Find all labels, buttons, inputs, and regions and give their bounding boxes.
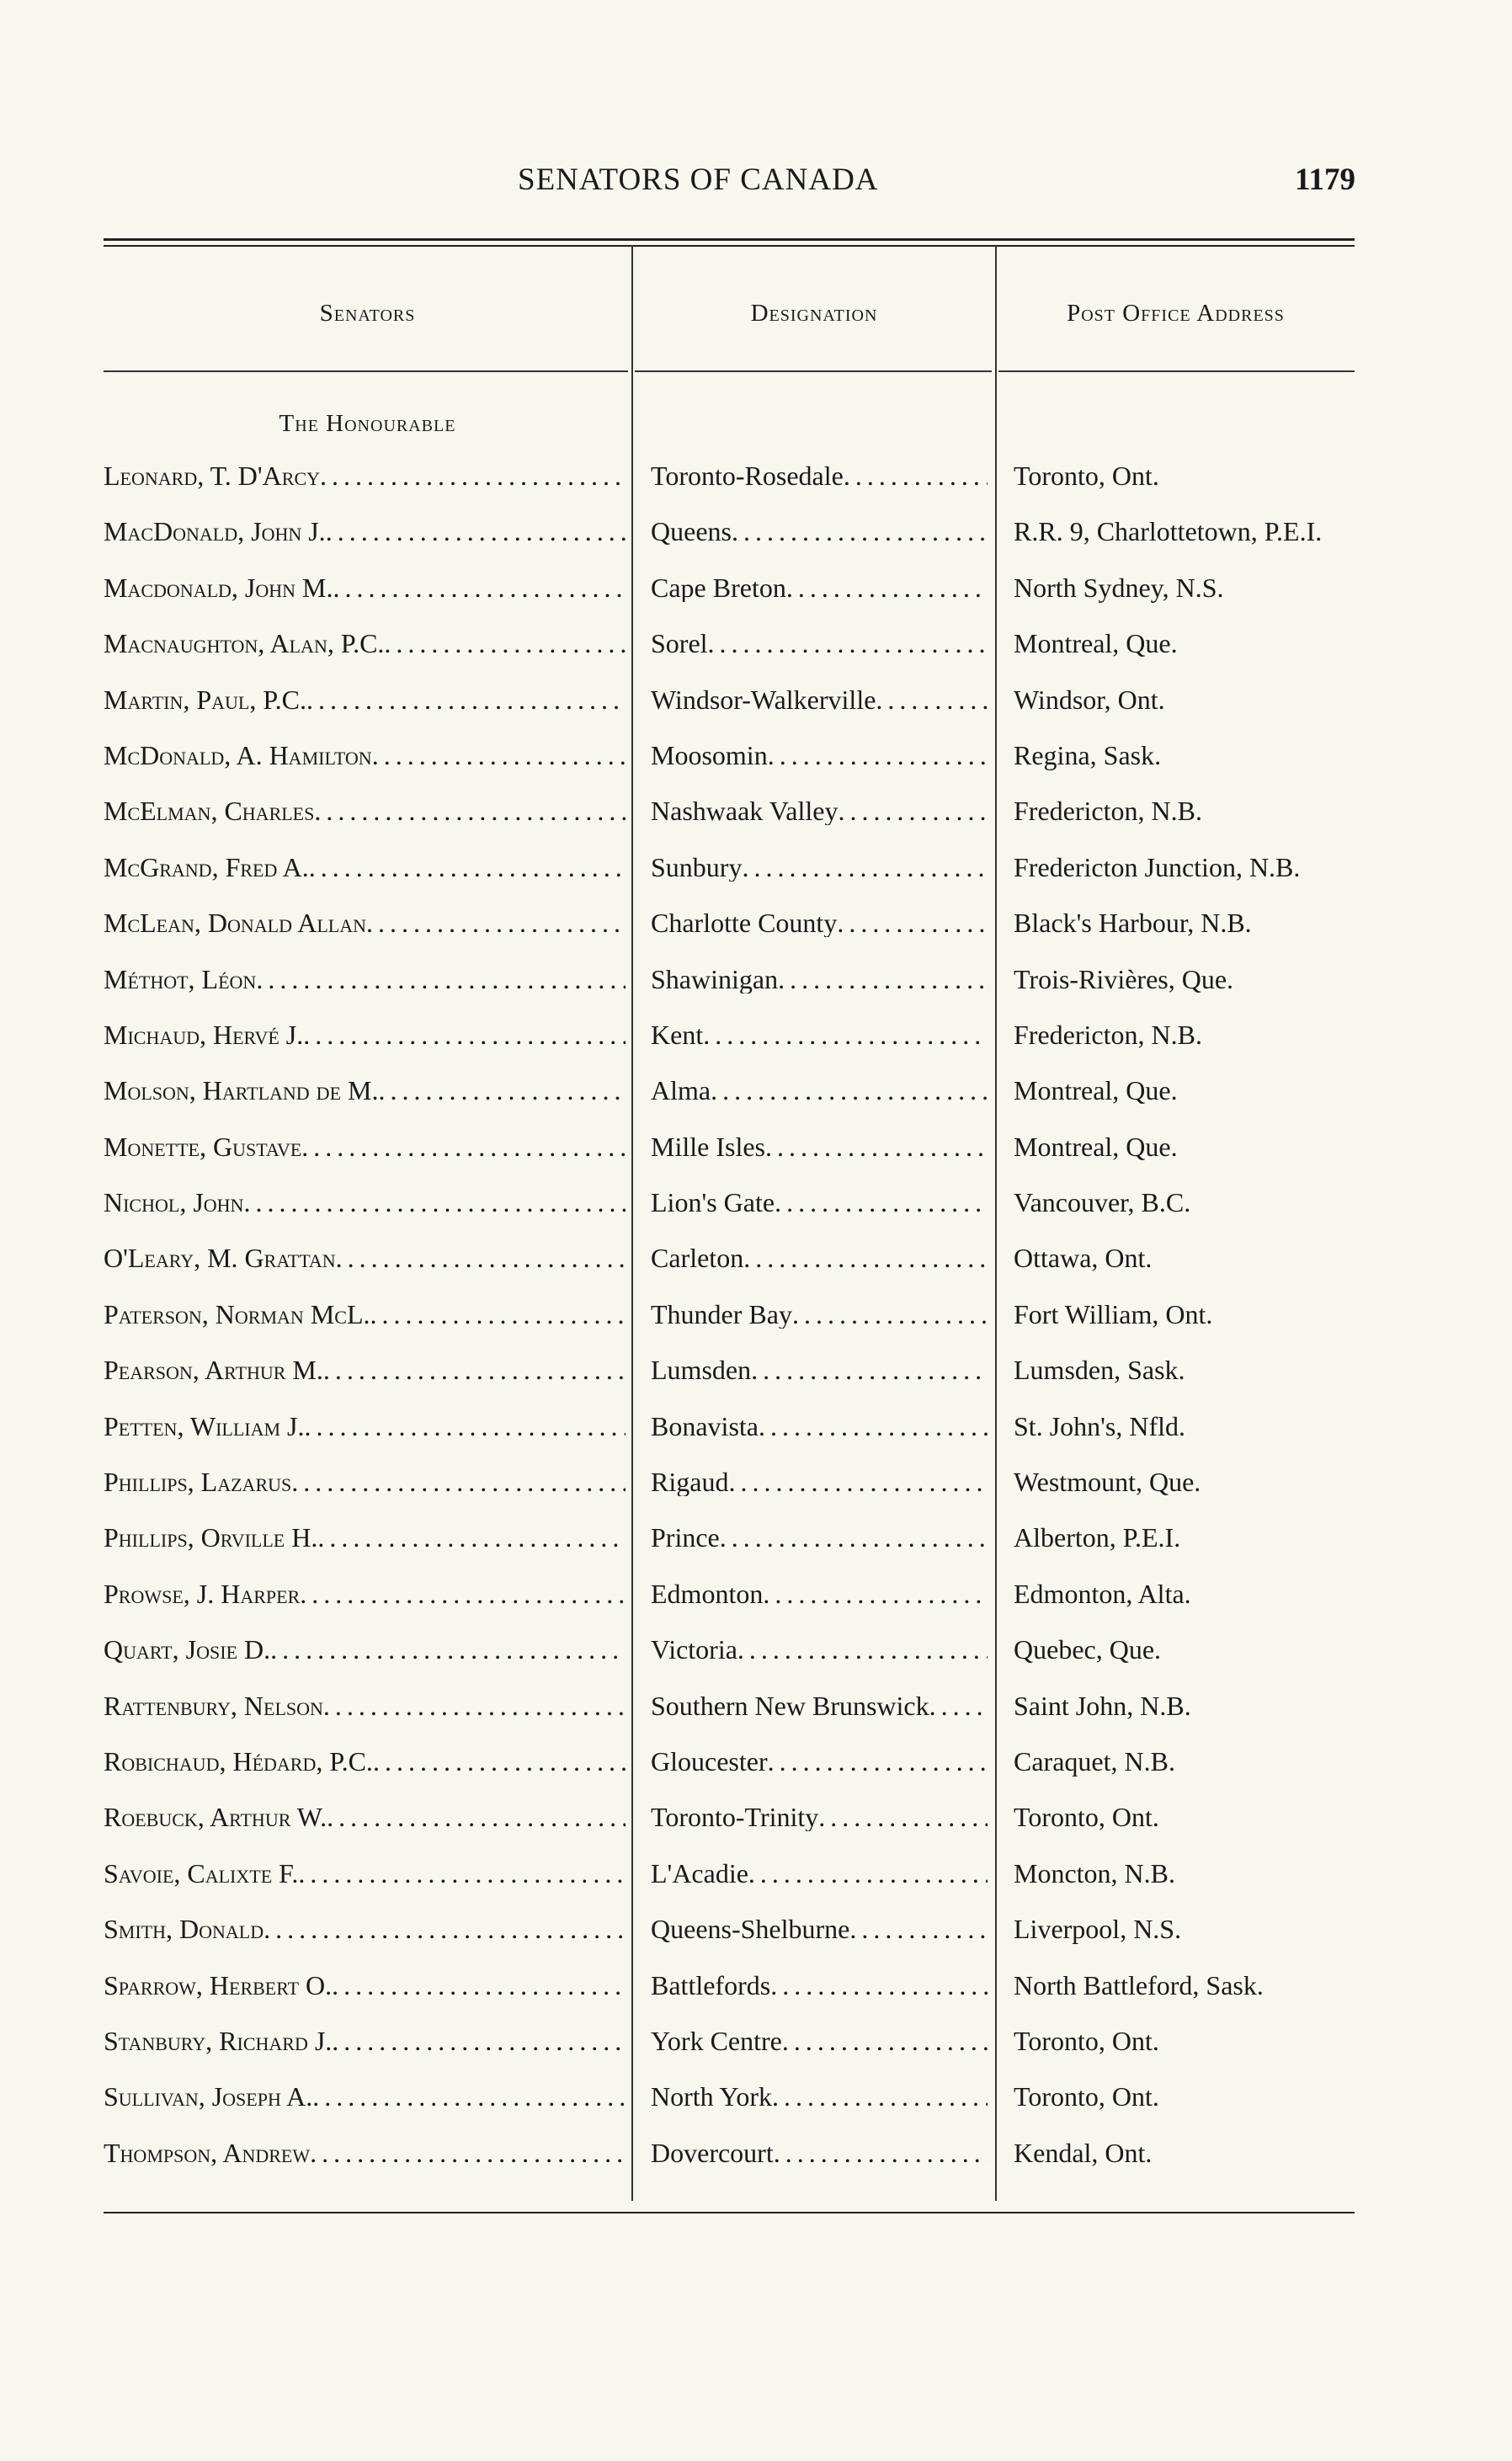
post-office-address: Montreal, Que.	[1014, 1075, 1178, 1106]
column-header-designation: Designation	[750, 300, 878, 327]
designation-text: Lion's Gate	[651, 1188, 775, 1217]
designation	[651, 2027, 988, 2055]
leader-dots	[373, 1747, 626, 1776]
designation-text: Edmonton	[651, 1579, 764, 1608]
designation-text: Prince	[651, 1523, 720, 1553]
designation	[651, 796, 988, 825]
designation-text: Toronto-Trinity	[651, 1803, 819, 1832]
senator-name-text: Sparrow, Herbert O.	[104, 1970, 333, 2000]
post-office-address: Westmount, Que.	[1014, 1467, 1201, 1498]
senator-name	[104, 796, 626, 825]
senator-name	[104, 1356, 626, 1384]
table-row	[0, 1412, 1512, 1468]
post-office-address: North Battleford, Sask.	[1014, 1969, 1264, 2000]
designation	[651, 2139, 988, 2167]
leader-dots	[317, 1523, 626, 1552]
designation-text: L'Acadie	[651, 1858, 748, 1888]
post-office-address: Quebec, Que.	[1014, 1634, 1162, 1665]
designation-text: Kent	[651, 1020, 704, 1049]
senator-name	[104, 1747, 626, 1776]
senator-name-text: Petten, William J.	[104, 1411, 305, 1441]
table-row	[0, 573, 1512, 629]
leader-dots	[323, 1356, 626, 1384]
post-office-address: Kendal, Ont.	[1014, 2137, 1153, 2168]
senator-name	[104, 461, 626, 490]
table-row	[0, 1076, 1512, 1132]
leader-dots	[366, 908, 626, 937]
table-row	[0, 741, 1512, 796]
table-row	[0, 1356, 1512, 1411]
senator-name-text: Leonard, T. D'Arcy	[104, 461, 321, 490]
leader-dots	[333, 573, 626, 602]
table-row	[0, 1244, 1512, 1299]
leader-dots	[336, 1244, 626, 1272]
header-rule	[635, 370, 992, 372]
leader-dots	[243, 1188, 626, 1217]
post-office-address: Toronto, Ont.	[1014, 2025, 1159, 2056]
table-row	[0, 1523, 1512, 1579]
designation	[651, 908, 988, 937]
designation	[651, 1356, 988, 1384]
designation	[651, 1076, 988, 1105]
designation-text: Carleton	[651, 1244, 744, 1273]
leader-dots	[838, 796, 988, 825]
designation	[651, 1971, 988, 2000]
designation-text: Charlotte County	[651, 908, 838, 938]
post-office-address: Toronto, Ont.	[1014, 1802, 1159, 1833]
header-rule	[104, 370, 628, 372]
senator-name	[104, 1523, 626, 1552]
designation	[651, 1691, 988, 1720]
senator-name	[104, 2082, 626, 2111]
designation	[651, 1412, 988, 1441]
post-office-address: Montreal, Que.	[1014, 1131, 1178, 1162]
senator-name-text: Paterson, Norman McL.	[104, 1299, 370, 1329]
designation-text: Toronto-Rosedale	[651, 461, 844, 490]
senator-name	[104, 685, 626, 714]
table-row	[0, 1859, 1512, 1915]
header-rule	[998, 370, 1355, 372]
senator-name-text: O'Leary, M. Grattan	[104, 1244, 336, 1273]
senator-name	[104, 908, 626, 937]
post-office-address: Montreal, Que.	[1014, 628, 1178, 659]
designation-text: Mille Isles	[651, 1132, 765, 1161]
leader-dots	[737, 1635, 988, 1664]
column-header-address: Post Office Address	[1067, 300, 1285, 327]
leader-dots	[309, 853, 626, 882]
senator-name-text: Nichol, John	[104, 1188, 244, 1217]
post-office-address: Fredericton, N.B.	[1014, 1019, 1202, 1050]
designation-text: Southern New Brunswick	[651, 1691, 929, 1720]
senator-name	[104, 741, 626, 770]
designation-text: Rigaud	[651, 1468, 729, 1497]
leader-dots	[327, 1803, 626, 1831]
post-office-address: North Sydney, N.S.	[1014, 572, 1224, 603]
designation	[651, 1859, 988, 1888]
leader-dots	[305, 1412, 626, 1441]
designation	[651, 629, 988, 658]
senators-table	[0, 461, 1512, 2194]
designation-text: Thunder Bay	[651, 1299, 792, 1329]
leader-dots	[370, 1300, 626, 1329]
top-rule	[104, 238, 1355, 241]
designation-text: Alma	[651, 1076, 711, 1105]
leader-dots	[300, 1579, 626, 1608]
table-row	[0, 908, 1512, 964]
leader-dots	[720, 1523, 988, 1552]
designation-text: Bonavista	[651, 1411, 759, 1441]
senator-name	[104, 1412, 626, 1441]
table-row	[0, 1468, 1512, 1523]
designation-text: Shawinigan	[651, 964, 779, 993]
leader-dots	[774, 2139, 988, 2167]
designation	[651, 1523, 988, 1552]
table-row	[0, 629, 1512, 684]
table-row	[0, 2139, 1512, 2194]
table-row	[0, 853, 1512, 908]
table-row	[0, 517, 1512, 573]
table-row	[0, 1132, 1512, 1188]
leader-dots	[306, 685, 626, 714]
designation	[651, 1468, 988, 1496]
subheading-honourable: The Honourable	[279, 410, 456, 437]
leader-dots	[378, 1076, 626, 1105]
senator-name	[104, 1468, 626, 1496]
senator-name	[104, 1300, 626, 1329]
leader-dots	[372, 741, 626, 770]
designation	[651, 1244, 988, 1272]
leader-dots	[849, 1915, 988, 1943]
leader-dots	[765, 1132, 988, 1161]
senator-name	[104, 1244, 626, 1272]
table-row	[0, 461, 1512, 517]
senator-name-text: Phillips, Orville H.	[104, 1523, 318, 1553]
leader-dots	[326, 517, 626, 546]
leader-dots	[310, 2139, 626, 2167]
leader-dots	[782, 2027, 988, 2055]
designation-text: Lumsden	[651, 1356, 752, 1385]
leader-dots	[929, 1691, 988, 1720]
designation-text: Windsor-Walkerville	[651, 684, 876, 714]
leader-dots	[312, 2082, 626, 2111]
leader-dots	[256, 965, 626, 993]
table-row	[0, 1579, 1512, 1635]
leader-dots	[708, 629, 988, 658]
designation	[651, 741, 988, 770]
senator-name-text: McElman, Charles	[104, 796, 315, 826]
designation	[651, 1915, 988, 1943]
post-office-address: Moncton, N.B.	[1014, 1857, 1175, 1888]
designation-text: Sorel	[651, 629, 708, 658]
designation	[651, 1635, 988, 1664]
senator-name-text: Thompson, Andrew	[104, 2138, 311, 2167]
post-office-address: Liverpool, N.S.	[1014, 1914, 1182, 1945]
post-office-address: Ottawa, Ont.	[1014, 1243, 1153, 1274]
post-office-address: R.R. 9, Charlottetown, P.E.I.	[1014, 516, 1323, 547]
leader-dots	[768, 741, 988, 770]
leader-dots	[837, 908, 988, 937]
designation	[651, 853, 988, 882]
running-title: SENATORS OF CANADA	[518, 162, 879, 197]
leader-dots	[711, 1076, 988, 1105]
table-row	[0, 1188, 1512, 1244]
table-row	[0, 1803, 1512, 1858]
senator-name	[104, 1691, 626, 1720]
leader-dots	[792, 1300, 988, 1329]
designation-text: Battlefords	[651, 1970, 771, 2000]
designation	[651, 573, 988, 602]
post-office-address: Vancouver, B.C.	[1014, 1187, 1191, 1218]
senator-name-text: Stanbury, Richard J.	[104, 2026, 333, 2055]
senator-name-text: Méthot, Léon	[104, 964, 257, 993]
leader-dots	[270, 1635, 626, 1664]
senator-name	[104, 1188, 626, 1217]
leader-dots	[291, 1468, 626, 1496]
post-office-address: Black's Harbour, N.B.	[1014, 908, 1252, 939]
leader-dots	[770, 1971, 988, 2000]
senator-name-text: Martin, Paul, P.C.	[104, 684, 306, 714]
senator-name	[104, 1971, 626, 2000]
leader-dots	[768, 1747, 988, 1776]
senator-name	[104, 517, 626, 546]
designation-text: Dovercourt	[651, 2138, 774, 2167]
designation	[651, 1579, 988, 1608]
designation-text: Victoria	[651, 1635, 737, 1665]
leader-dots	[742, 853, 988, 882]
table-row	[0, 685, 1512, 741]
post-office-address: Saint John, N.B.	[1014, 1690, 1191, 1721]
leader-dots	[320, 461, 626, 490]
senator-name-text: Robichaud, Hédard, P.C.	[104, 1746, 373, 1776]
leader-dots	[743, 1244, 988, 1272]
designation	[651, 1132, 988, 1161]
table-row	[0, 1971, 1512, 2027]
senator-name-text: Pearson, Arthur M.	[104, 1356, 323, 1385]
table-row	[0, 1691, 1512, 1747]
table-row	[0, 1635, 1512, 1691]
senator-name	[104, 1579, 626, 1608]
post-office-address: Edmonton, Alta.	[1014, 1578, 1191, 1609]
senator-name	[104, 1635, 626, 1664]
leader-dots	[818, 1803, 988, 1831]
leader-dots	[759, 1412, 988, 1441]
senator-name-text: Molson, Hartland de M.	[104, 1076, 379, 1105]
page-header	[0, 162, 1512, 205]
post-office-address: Regina, Sask.	[1014, 739, 1162, 770]
designation-text: Cape Breton	[651, 573, 786, 602]
top-rule-inner	[104, 245, 1355, 247]
senator-name-text: McGrand, Fred A.	[104, 852, 309, 882]
table-row	[0, 2027, 1512, 2082]
senator-name-text: McLean, Donald Allan	[104, 908, 366, 938]
post-office-address: Fredericton Junction, N.B.	[1014, 851, 1301, 882]
leader-dots	[323, 1691, 626, 1720]
designation-text: York Centre	[651, 2026, 782, 2055]
designation	[651, 517, 988, 546]
designation	[651, 461, 988, 490]
senator-name-text: Macnaughton, Alan, P.C.	[104, 629, 385, 658]
designation	[651, 1300, 988, 1329]
senator-name-text: Phillips, Lazarus	[104, 1468, 292, 1497]
senator-name	[104, 1859, 626, 1888]
leader-dots	[763, 1579, 988, 1608]
senator-name-text: MacDonald, John J.	[104, 517, 326, 546]
post-office-address: St. John's, Nfld.	[1014, 1410, 1186, 1441]
designation	[651, 685, 988, 714]
leader-dots	[264, 1915, 626, 1943]
senator-name-text: Quart, Josie D.	[104, 1635, 271, 1665]
leader-dots	[876, 685, 988, 714]
senator-name	[104, 965, 626, 993]
senator-name-text: Michaud, Hervé J.	[104, 1020, 304, 1049]
designation	[651, 965, 988, 993]
leader-dots	[844, 461, 988, 490]
post-office-address: Fredericton, N.B.	[1014, 796, 1202, 827]
leader-dots	[314, 796, 626, 825]
designation	[651, 1803, 988, 1831]
post-office-address: Toronto, Ont.	[1014, 2081, 1159, 2112]
leader-dots	[732, 517, 988, 546]
senator-name-text: Prowse, J. Harper	[104, 1579, 301, 1608]
designation	[651, 1188, 988, 1217]
leader-dots	[384, 629, 626, 658]
table-row	[0, 796, 1512, 852]
senator-name-text: McDonald, A. Hamilton	[104, 740, 372, 770]
senator-name	[104, 1132, 626, 1161]
leader-dots	[298, 1859, 626, 1888]
post-office-address: Fort William, Ont.	[1014, 1298, 1213, 1329]
designation-text: Nashwaak Valley	[651, 796, 839, 826]
senator-name	[104, 2139, 626, 2167]
leader-dots	[703, 1020, 988, 1049]
leader-dots	[748, 1859, 988, 1888]
designation-text: Queens	[651, 517, 732, 546]
leader-dots	[786, 573, 988, 602]
post-office-address: Lumsden, Sask.	[1014, 1355, 1185, 1386]
designation-text: Queens-Shelburne	[651, 1915, 850, 1944]
senator-name	[104, 1915, 626, 1943]
senator-name-text: Roebuck, Arthur W.	[104, 1803, 327, 1832]
column-header-senators: Senators	[319, 300, 416, 327]
table-row	[0, 965, 1512, 1020]
designation-text: Moosomin	[651, 740, 768, 770]
senator-name	[104, 1076, 626, 1105]
leader-dots	[301, 1132, 626, 1161]
senator-name-text: Smith, Donald	[104, 1915, 264, 1944]
table-row	[0, 1300, 1512, 1356]
table-row	[0, 1020, 1512, 1076]
senator-name-text: Sullivan, Joseph A.	[104, 2082, 313, 2112]
table-row	[0, 1915, 1512, 1970]
leader-dots	[775, 1188, 988, 1217]
senator-name-text: Rattenbury, Nelson	[104, 1691, 323, 1720]
page-number: 1179	[1295, 162, 1355, 197]
senator-name-text: Monette, Gustave	[104, 1132, 302, 1161]
senator-name	[104, 629, 626, 658]
post-office-address: Caraquet, N.B.	[1014, 1745, 1175, 1777]
senator-name-text: Savoie, Calixte F.	[104, 1858, 299, 1888]
leader-dots	[778, 965, 988, 993]
post-office-address: Windsor, Ont.	[1014, 684, 1165, 715]
designation-text: Sunbury	[651, 852, 743, 882]
table-row	[0, 1747, 1512, 1803]
designation	[651, 1747, 988, 1776]
post-office-address: Toronto, Ont.	[1014, 461, 1159, 491]
designation	[651, 1020, 988, 1049]
leader-dots	[303, 1020, 626, 1049]
senator-name	[104, 1020, 626, 1049]
senator-name	[104, 573, 626, 602]
senator-name	[104, 853, 626, 882]
designation-text: Gloucester	[651, 1746, 768, 1776]
leader-dots	[751, 1356, 988, 1384]
designation-text: North York	[651, 2082, 773, 2112]
senator-name	[104, 1803, 626, 1831]
bottom-rule	[104, 2212, 1355, 2213]
post-office-address: Trois-Rivières, Que.	[1014, 963, 1234, 994]
post-office-address: Alberton, P.E.I.	[1014, 1522, 1181, 1553]
leader-dots	[728, 1468, 988, 1496]
senator-name	[104, 2027, 626, 2055]
designation	[651, 2082, 988, 2111]
leader-dots	[772, 2082, 988, 2111]
leader-dots	[332, 1971, 626, 2000]
table-row	[0, 2082, 1512, 2138]
leader-dots	[332, 2027, 626, 2055]
senator-name-text: Macdonald, John M.	[104, 573, 333, 602]
